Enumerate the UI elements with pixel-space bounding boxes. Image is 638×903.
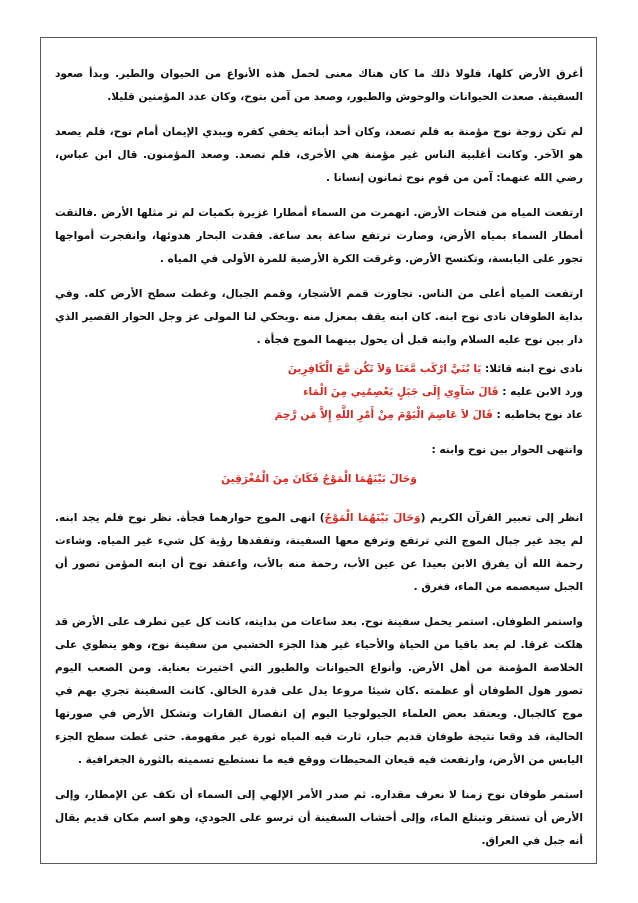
paragraph-4: ارتفعت المياه أعلى من الناس. تجاوزت قمم الأشجار، وقمم الجبال، وغطت سطح الأرض كله. وفي بداية الطوفان نادى نوح ابنه. كان ابنه يقف بمعزل منه .ويحكي لنا المولى عز وجل الحوار القصير الذي دار بين نوح عليه السلام وابنه قبل أن يحول بينهما الموج فجأة . [55,288,583,346]
dialogue-speaker: ورد الابن عليه : [502,386,583,398]
dialogue-line-3 [55,404,583,427]
dialogue-quote: يَا بُنَيَّ ارْكَب مَّعَنَا وَلاَ تَكُن مَّعَ الْكَافِرِينَ [287,363,482,375]
dialogue-line-1 [55,358,583,381]
paragraph-2: لم تكن زوجة نوح مؤمنة به فلم تصعد، وكان أحد أبنائه يخفي كفره ويبدي الإيمان أمام نوح، فلم يصعد هو الآخر. وكانت أغلبية الناس غير مؤمنة هي الأخرى، فلم تصعد. وصعد المؤمنون. قال ابن عباس، رضي الله عنهما: آمن من قوم نوح ثمانون إنسانا . [55,126,583,184]
dialogue-line-2 [55,381,583,404]
paragraph-5: واستمر الطوفان. استمر يحمل سفينة نوح. بعد ساعات من بدايته، كانت كل عين تطرف على الأرض قد هلكت غرقا. لم يعد باقيا من الحياة والأحياء غير هذا الجزء الخشبي من سفينة نوح، وهو ينطوي على الخلاصة المؤمنة من أهل الأرض. وأنواع الحيوانات والطيور التي اختيرت بعناية. ومن الصعب اليوم تصور هول الطوفان أو عظمته .كان شيئا مروعا يدل على قدرة الخالق. كانت السفينة تجري بهم في موج كالجبال. ويعتقد بعض العلماء الجيولوجيا اليوم إن انفصال القارات وتشكل الأرض في صورتها الحالية، قد وقعا نتيجة طوفان قديم جبار، ثارت فيه المياه ثورة غير مفهومة. حتى غطت سطح الجزء اليابس من الأرض، وارتفعت فيه قيعان المحيطات ووقع فيه ما نستطيع تسميته بالثورة الجغرافية . [55,616,583,766]
paragraph-6: استمر طوفان نوح زمنا لا نعرف مقداره. ثم صدر الأمر الإلهي إلى السماء أن تكف عن الإمطار، وإلى الأرض أن تستقر وتبتلع الماء، وإلى أخشاب السفينة أن ترسو على الجودي، وهو اسم مكان قديم يقال أنه جبل في العراق. [55,789,583,847]
dialogue-quote: قَالَ لاَ عَاصِمَ الْيَوْمَ مِنْ أَمْرِ اللَّهِ إِلاَّ مَن رَّحِمَ [274,409,493,421]
paragraph-3: ارتفعت المياه من فتحات الأرض. انهمرت من السماء أمطارا غزيرة بكميات لم تر مثلها الأرض .فالتقت أمطار السماء بمياه الأرض، وصارت ترتفع ساعة بعد ساعة. فقدت البحار هدوئها، وانفجرت أمواجها تجور على اليابسة، وتكتسح الأرض. وغرقت الكرة الأرضية للمرة الأولى في المياه . [55,207,583,265]
dialogue-speaker: عاد نوح يخاطبه : [496,409,583,421]
analysis-verse: وَحَالَ بَيْنَهُمَا الْمَوْجُ [324,512,421,524]
paragraph-1: أغرق الأرض كلها، فلولا ذلك ما كان هناك معنى لحمل هذه الأنواع من الحيوان والطير. وبدأ صعود السفينة. صعدت الحيوانات والوحوش والطيور، وصعد من آمن بنوح، وكان عدد المؤمنين قليلا. [55,68,583,103]
dialogue-block [55,358,583,427]
analysis-paragraph [55,507,583,599]
ending-intro: وانتهى الحوار بين نوح وابنه : [431,444,583,456]
ending-verse: وَحَالَ بَيْنَهُمَا الْمَوْجُ فَكَانَ مِنَ الْمُغْرَقِينَ [221,473,417,485]
analysis-before: انظر إلى تعبير القرآن الكريم ( [420,512,583,524]
dialogue-quote: قَالَ سَآوِي إِلَى جَبَلٍ يَعْصِمُنِي مِنَ الْمَاء [303,386,499,398]
analysis-after: ) انهى الموج حوارهما فجأة. نظر نوح فلم يجد ابنه. لم يجد غير جبال الموج التي ترتفع وترفع معها السفينة، وتفقدها رؤية كل شيء غير المياه. وشاءت رحمة الله أن يفرق الابن بعيدا عن عين الأب، رحمة منه بالأب، واعتقد نوح أن ابنه المؤمن تصور أن الجبل سيعصمه من الماء، فغرق . [55,512,583,593]
document-body [55,63,583,865]
dialogue-speaker: نادى نوح ابنه قائلا: [485,363,583,375]
